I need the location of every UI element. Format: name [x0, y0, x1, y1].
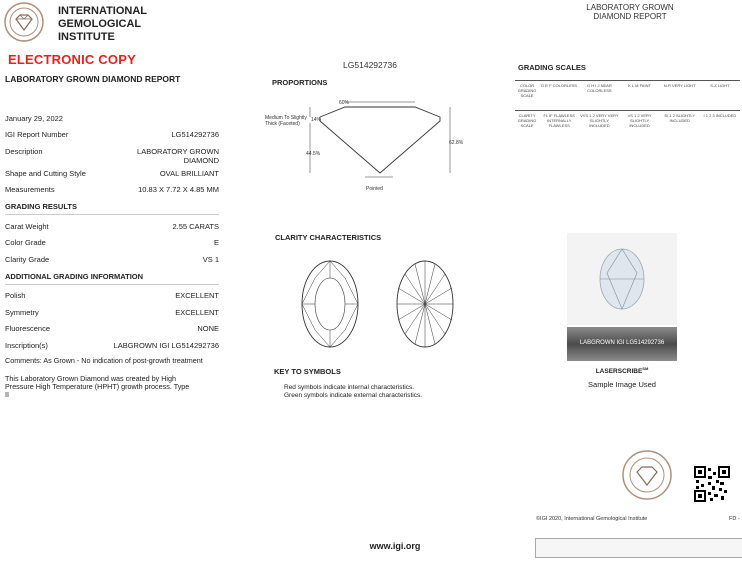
color-row: [5, 238, 219, 247]
detail-label: Color Grade: [5, 238, 46, 247]
igi-logo-seal: [4, 2, 44, 42]
lab-grown-top-heading: [560, 3, 700, 21]
laserscribe-label: LASERSCRIBE℠: [595, 366, 649, 376]
lab-top-line-2: DIAMOND REPORT: [593, 12, 667, 21]
fluorescence-row: [5, 324, 219, 333]
report-number-row: [5, 130, 219, 139]
additional-title: ADDITIONAL GRADING INFORMATION: [5, 272, 144, 281]
lab-top-line-1: LABORATORY GROWN: [586, 3, 674, 12]
fd-label: FD -: [729, 516, 740, 522]
pavilion-percent: 44.5%: [306, 151, 321, 157]
scale-cell: G H I J NEAR COLORLESS: [587, 83, 612, 93]
detail-value: 2.55 CARATS: [172, 222, 219, 231]
report-date: January 29, 2022: [5, 114, 63, 123]
detail-value: 10.83 X 7.72 X 4.85 MM: [138, 185, 219, 194]
scale-cell: D E F COLORLESS: [541, 83, 578, 88]
diamond-image: [567, 233, 677, 325]
detail-value: NONE: [197, 324, 219, 333]
color-grading-scale: [515, 80, 740, 98]
security-strip: [535, 538, 742, 558]
detail-value: EXCELLENT: [175, 291, 219, 300]
grading-scales-title: GRADING SCALES: [518, 63, 586, 72]
detail-value: LG514292736: [171, 130, 219, 139]
inscription-row: [5, 341, 219, 350]
igi-seal: [622, 450, 672, 500]
laserscribe-text: LASERSCRIBE: [595, 368, 643, 376]
proportions-title: PROPORTIONS: [272, 78, 328, 87]
clarity-scale-label: CLARITY GRADING SCALE: [517, 113, 537, 128]
detail-label: IGI Report Number: [5, 130, 69, 139]
carat-row: [5, 222, 219, 231]
report-title: LABORATORY GROWN DIAMOND REPORT: [5, 74, 181, 84]
detail-value: LABGROWN IGI LG514292736: [113, 341, 219, 350]
scale-cell: SI 1 2 SLIGHTLY INCLUDED: [664, 113, 696, 123]
report-date-row: [5, 114, 219, 123]
clarity-row: [5, 255, 219, 264]
detail-label: Symmetry: [5, 308, 39, 317]
key-to-symbols-text: [284, 384, 422, 400]
polish-row: [5, 291, 219, 300]
clarity-characteristics-title: CLARITY CHARACTERISTICS: [275, 233, 382, 242]
org-name: [58, 5, 147, 44]
laser-inscription-photo: [567, 327, 677, 361]
girdle-label: Medium To Slightly Thick (Faceted): [265, 115, 307, 127]
proportions-diagram: [265, 95, 475, 195]
key-to-symbols-title: KEY TO SYMBOLS: [274, 367, 341, 376]
description-row: [5, 147, 219, 165]
separator: [5, 284, 219, 285]
detail-label: Clarity Grade: [5, 255, 50, 264]
detail-value: E: [213, 238, 219, 247]
org-line-2: GEMOLOGICAL: [58, 18, 142, 30]
scale-cell: VS 1 2 VERY SLIGHTLY INCLUDED: [627, 113, 652, 128]
detail-label: Shape and Cutting Style: [5, 169, 86, 178]
key-line-green: Green symbols indicate external characteristics.: [284, 392, 423, 399]
clarity-plot: [298, 258, 468, 350]
sample-image-caption: Sample Image Used: [588, 380, 656, 389]
detail-label: Inscription(s): [5, 341, 48, 350]
laser-inscription-text: LABGROWN IGI LG514292736: [579, 340, 665, 346]
org-line-1: INTERNATIONAL: [58, 5, 148, 17]
detail-label: Measurements: [5, 185, 55, 194]
website-link[interactable]: www.igi.org: [369, 541, 421, 551]
clarity-grading-scale: [515, 110, 740, 128]
scale-cell: VVS 1 2 VERY VERY SLIGHTLY INCLUDED: [580, 113, 619, 128]
report-number-top: LG514292736: [343, 60, 397, 70]
copyright: ©IGI 2020, International Gemological Institute: [536, 516, 648, 522]
detail-value: VS 1: [202, 255, 219, 264]
scale-cell: K L M FAINT: [628, 83, 651, 88]
detail-label: Fluorescence: [5, 324, 51, 333]
scale-cell: N-R VERY LIGHT: [663, 83, 696, 88]
measurements-row: [5, 185, 219, 194]
electronic-copy-label: ELECTRONIC COPY: [8, 52, 136, 67]
growth-statement: This Laboratory Grown Diamond was created by High Pressure High Temperature (HPHT) growth process. Type II: [5, 374, 190, 399]
scale-cell: FL IF FLAWLESS INTERNALLY FLAWLESS: [543, 113, 575, 128]
depth-percent: 62.8%: [449, 140, 464, 146]
comments: Comments: As Grown - No indication of post-growth treatment: [5, 356, 203, 365]
detail-value: LABORATORY GROWN DIAMOND: [137, 147, 219, 165]
separator: [5, 214, 219, 215]
qr-code-icon[interactable]: [694, 466, 730, 502]
crown-percent: 14%: [311, 117, 322, 123]
grading-results-title: GRADING RESULTS: [5, 202, 77, 211]
shape-row: [5, 169, 219, 178]
detail-value: OVAL BRILLIANT: [159, 169, 219, 178]
scale-cell: S-Z LIGHT: [710, 83, 730, 88]
diamond-photo: [567, 233, 677, 325]
detail-label: Carat Weight: [5, 222, 49, 231]
scale-cell: I 1 2 3 INCLUDED: [703, 113, 737, 118]
culet-label: Pointed: [366, 186, 383, 192]
color-scale-label: COLOR GRADING SCALE: [517, 83, 537, 98]
detail-label: Description: [5, 147, 43, 156]
org-line-3: INSTITUTE: [58, 31, 115, 43]
table-percent: 60%: [339, 100, 350, 106]
detail-label: Polish: [5, 291, 26, 300]
symmetry-row: [5, 308, 219, 317]
detail-value: EXCELLENT: [175, 308, 219, 317]
key-line-red: Red symbols indicate internal characteristics.: [284, 384, 415, 391]
